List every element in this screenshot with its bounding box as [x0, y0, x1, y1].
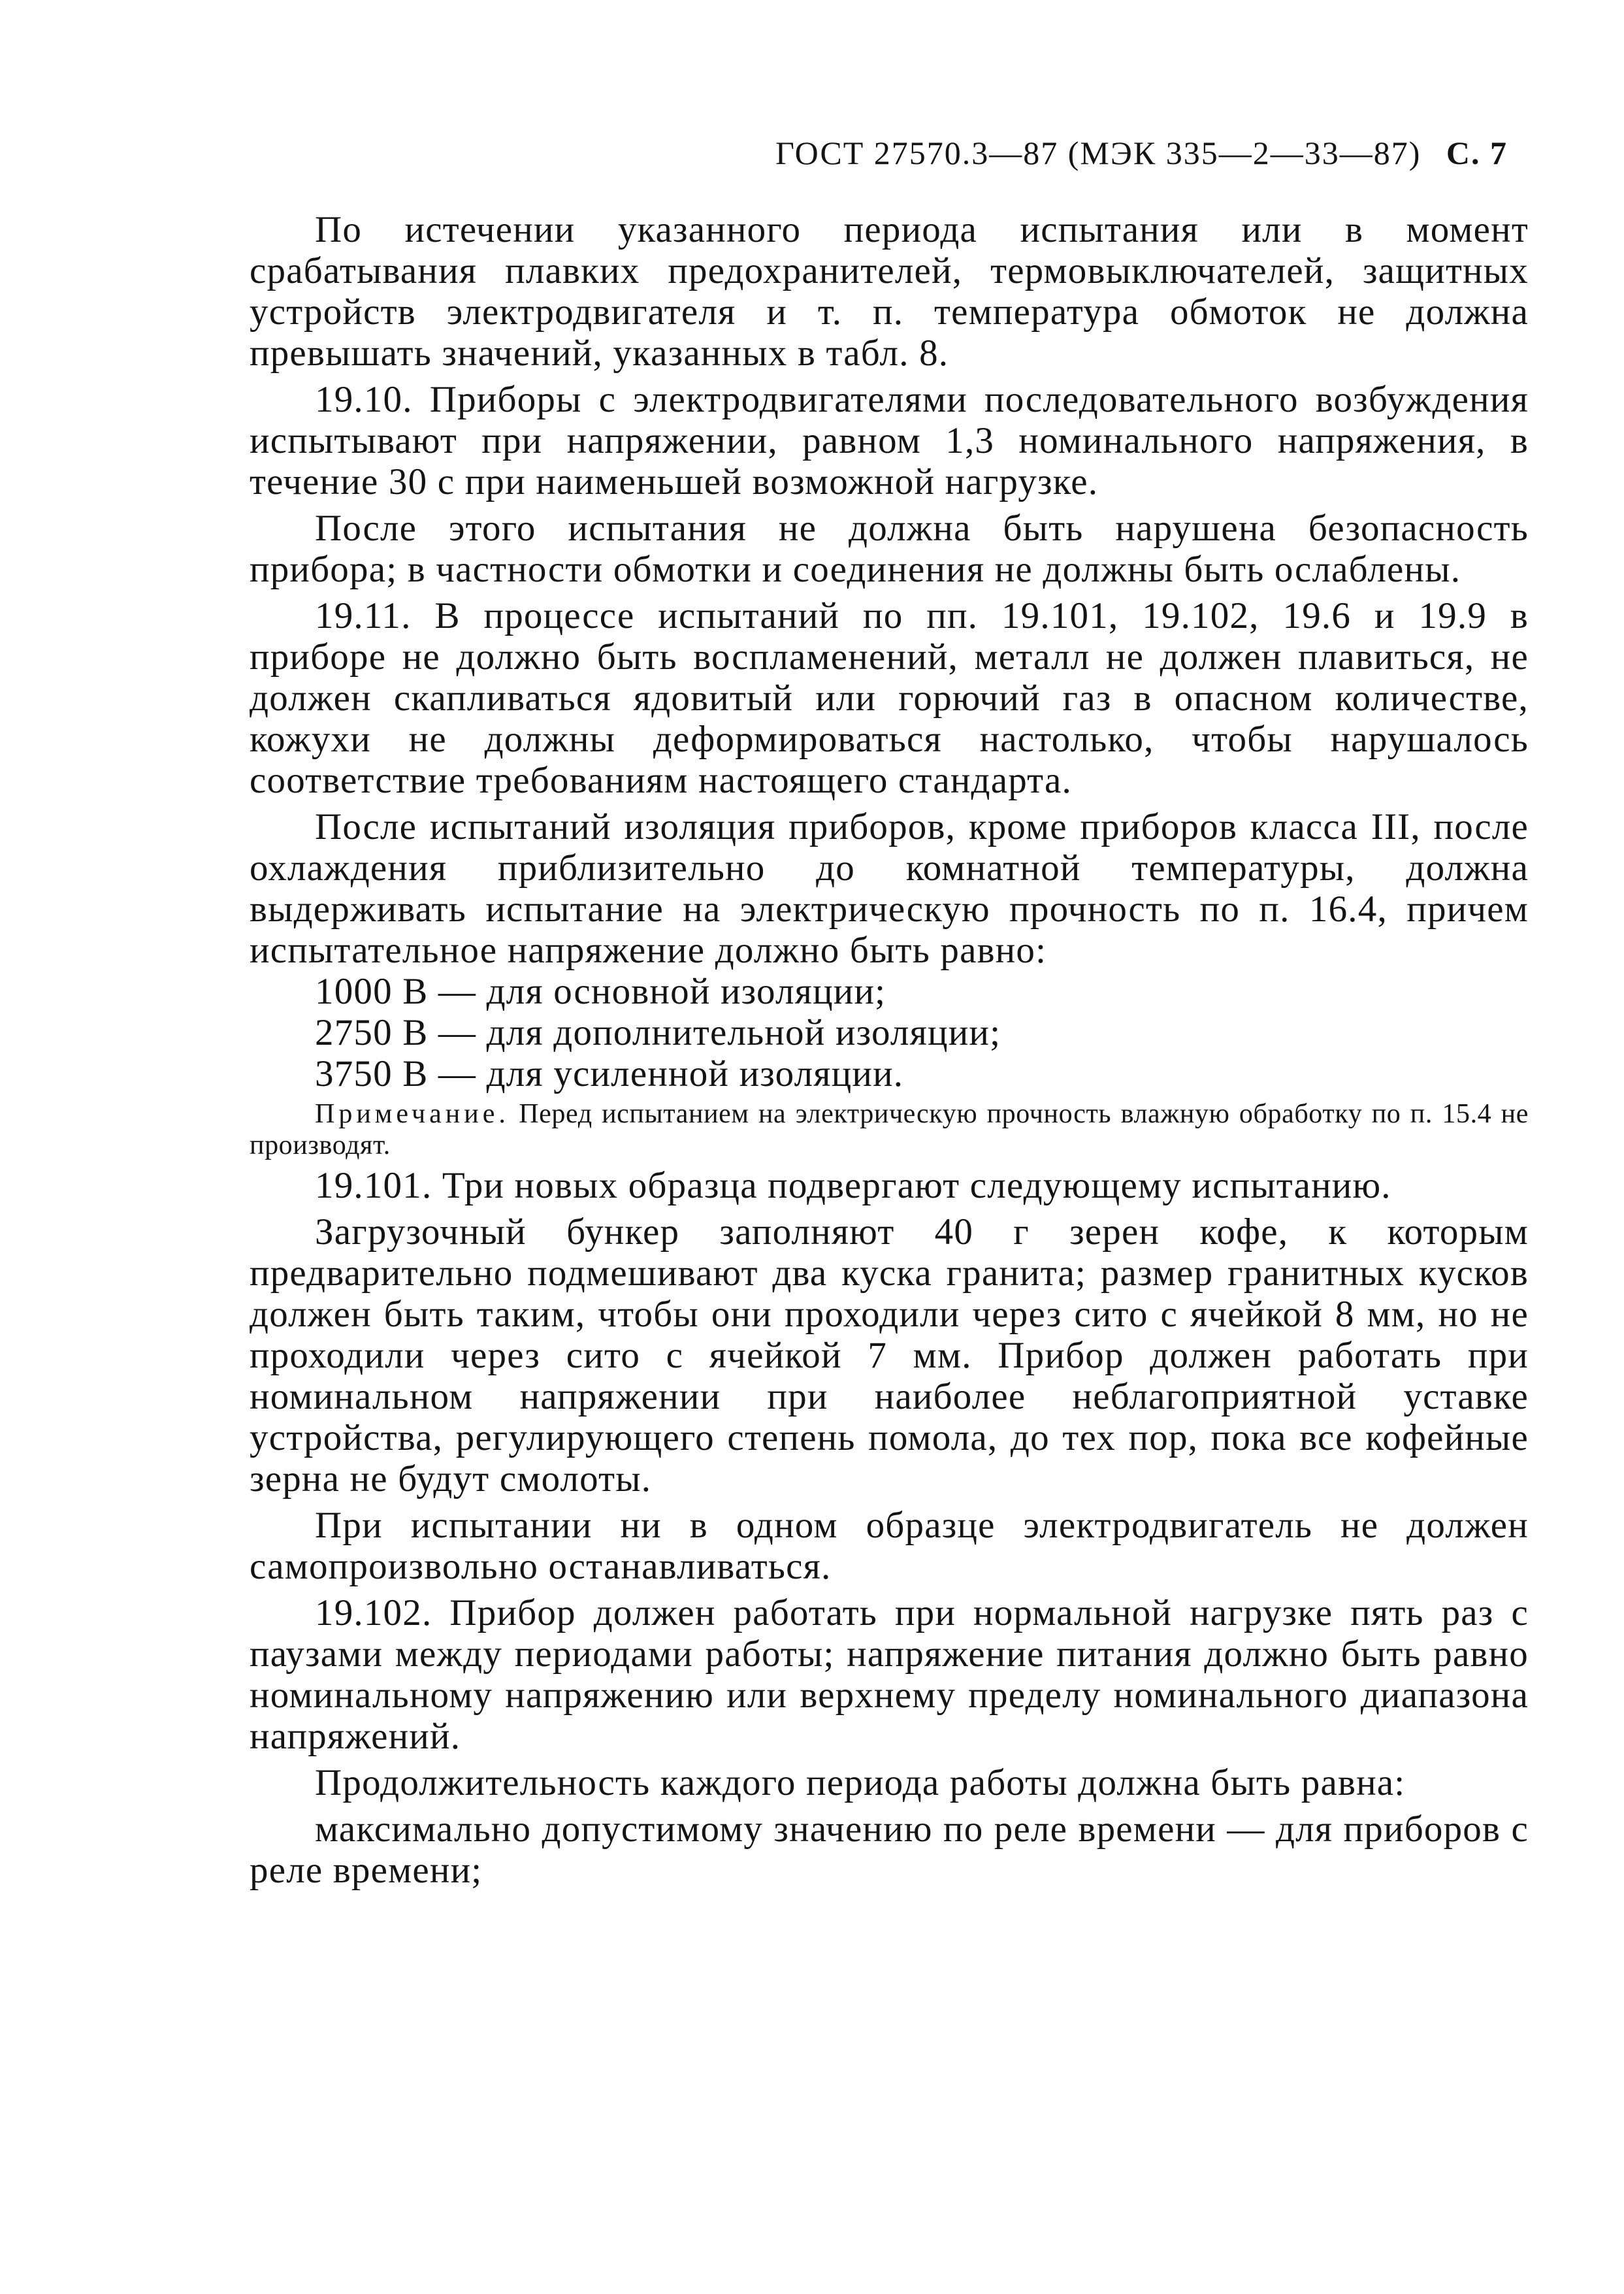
- standard-designation: ГОСТ 27570.3—87 (МЭК 335—2—33—87): [775, 135, 1421, 171]
- voltage-supplementary-insulation: 2750 В — для дополнительной изоляции;: [315, 1012, 1001, 1053]
- clause-19-10: 19.10. Приборы с электродвигателями последовательного возбуждения испытывают при напряжении, равном 1,3 номинального напряжения, в течение 30 с при наименьшей возможной нагрузке.: [250, 379, 1529, 502]
- paragraph-timer-max: максимально допустимому значению по реле времени — для приборов с реле времени;: [250, 1809, 1529, 1891]
- page-number: С. 7: [1446, 135, 1508, 171]
- paragraph-insulation-strength: После испытаний изоляция приборов, кроме приборов класса III, после охлаждения приблизительно до комнатной температуры, должна выдерживать испытание на электрическую прочность по п. 16.4, причем испытательное напряжение должно быть равно:: [250, 806, 1529, 971]
- note-label: Примечание.: [315, 1099, 510, 1129]
- document-body: [250, 209, 1529, 1891]
- note: [250, 1098, 1529, 1161]
- voltage-basic-insulation: 1000 В — для основной изоляции;: [315, 971, 886, 1012]
- paragraph-period-duration: Продолжительность каждого периода работы должна быть равна:: [315, 1762, 1406, 1803]
- paragraph-motor-no-stop: При испытании ни в одном образце электродвигатель не должен самопроизвольно останавливаться.: [250, 1505, 1529, 1587]
- paragraph-safety-after-test: После этого испытания не должна быть нарушена безопасность прибора; в частности обмотки и соединения не должны быть ослаблены.: [250, 508, 1529, 590]
- page-header: [775, 134, 1508, 172]
- clause-19-102: 19.102. Прибор должен работать при нормальной нагрузке пять раз с паузами между периодами работы; напряжение питания должно быть равно номинальному напряжению или верхнему пределу номинального диапазона напряжений.: [250, 1592, 1529, 1757]
- voltage-reinforced-insulation: 3750 В — для усиленной изоляции.: [315, 1053, 904, 1094]
- paragraph-test-period-result: По истечении указанного периода испытания или в момент срабатывания плавких предохранителей, термовыключателей, защитных устройств электродвигателя и т. п. температура обмоток не должна превышать значений, указанных в табл. 8.: [250, 209, 1529, 374]
- clause-19-101: 19.101. Три новых образца подвергают следующему испытанию.: [315, 1165, 1391, 1206]
- clause-19-11: 19.11. В процессе испытаний по пп. 19.101, 19.102, 19.6 и 19.9 в приборе не должно быть воспламенений, металл не должен плавиться, не должен скапливаться ядовитый или горючий газ в опасном количестве, кожухи не должны деформироваться настолько, чтобы нарушалось соответствие требованиям настоящего стандарта.: [250, 595, 1529, 801]
- note-text: Перед испытанием на электрическую прочность влажную обработку по п. 15.4 не производят.: [250, 1099, 1529, 1160]
- paragraph-hopper-test: Загрузочный бункер заполняют 40 г зерен кофе, к которым предварительно подмешивают два куска гранита; размер гранитных кусков должен быть таким, чтобы они проходили через сито с ячейкой 8 мм, но не проходили через сито с ячейкой 7 мм. Прибор должен работать при номинальном напряжении при наиболее неблагоприятной уставке устройства, регулирующего степень помола, до тех пор, пока все кофейные зерна не будут смолоты.: [250, 1211, 1529, 1499]
